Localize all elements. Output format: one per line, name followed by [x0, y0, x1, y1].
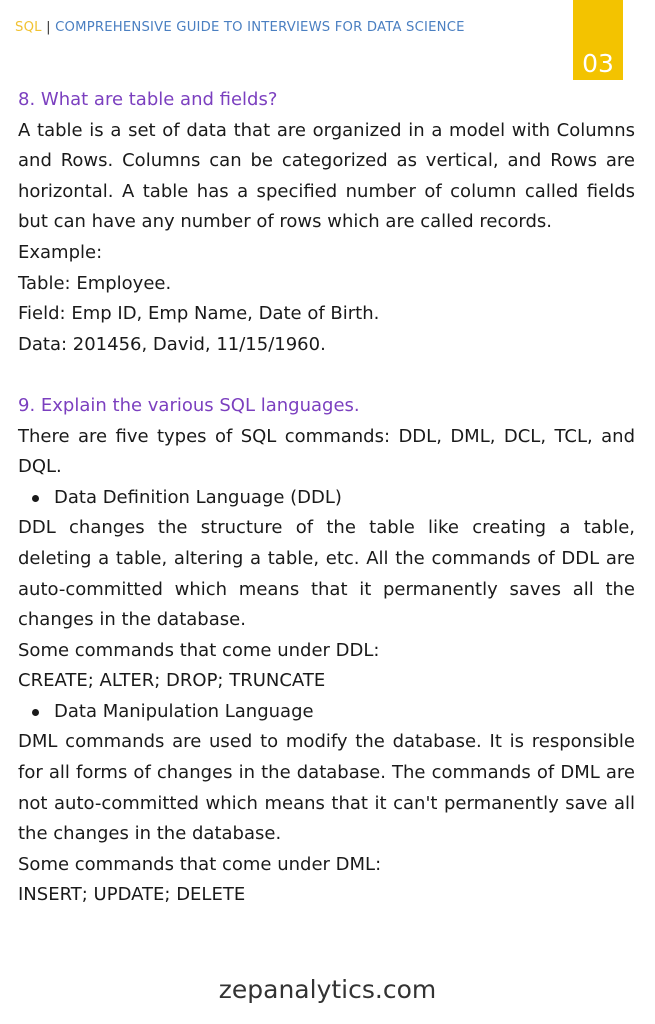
ddl-paragraph: DDL changes the structure of the table like creating a table, deleting a table, altering a table, etc. All the commands of DDL are auto-committed which means that it permanently saves all the changes in the database.: [18, 517, 635, 631]
dml-paragraph: DML commands are used to modify the database. It is responsible for all forms of changes in the database. The commands of DML are not auto-committed which means that it can't permanently save all the changes in the database.: [18, 731, 635, 845]
example-data-line: Data: 201456, David, 11/15/1960.: [18, 333, 326, 355]
example-table-line: Table: Employee.: [18, 272, 172, 294]
example-label: Example:: [18, 241, 103, 263]
question-8-paragraph: A table is a set of data that are organized in a model with Columns and Rows. Columns can be categorized as vertical, and Rows are horizontal. A table has a specified number of column called fields but can have any number of rows which are called records.: [18, 119, 635, 233]
dml-commands: INSERT; UPDATE; DELETE: [18, 884, 246, 906]
header-brand: SQL: [15, 20, 42, 35]
ddl-bullet-label: Data Definition Language (DDL): [54, 486, 342, 508]
ddl-commands: CREATE; ALTER; DROP; TRUNCATE: [18, 670, 326, 692]
page-number-badge: [573, 0, 623, 80]
page-header: [15, 20, 465, 35]
section-spacer: [18, 360, 635, 391]
ddl-bullet-item: [18, 483, 635, 514]
bullet-dot-icon: [32, 495, 39, 502]
header-separator: |: [41, 20, 56, 35]
ddl-commands-label: Some commands that come under DDL:: [18, 639, 380, 661]
question-9-heading: 9. Explain the various SQL languages.: [18, 394, 360, 416]
bullet-dot-icon: [32, 709, 39, 716]
dml-bullet-label: Data Manipulation Language: [54, 700, 314, 722]
page-number: 03: [582, 49, 614, 78]
question-9-intro: There are five types of SQL commands: DDL, DML, DCL, TCL, and DQL.: [18, 425, 635, 478]
document-body: [18, 85, 635, 911]
question-8-heading: 8. What are table and fields?: [18, 89, 278, 110]
example-field-line: Field: Emp ID, Emp Name, Date of Birth.: [18, 303, 380, 325]
footer-site: zepanalytics.com: [218, 975, 437, 1004]
dml-bullet-item: [18, 697, 635, 728]
header-title: COMPREHENSIVE GUIDE TO INTERVIEWS FOR DATA SCIENCE: [55, 20, 465, 35]
dml-commands-label: Some commands that come under DML:: [18, 853, 382, 875]
